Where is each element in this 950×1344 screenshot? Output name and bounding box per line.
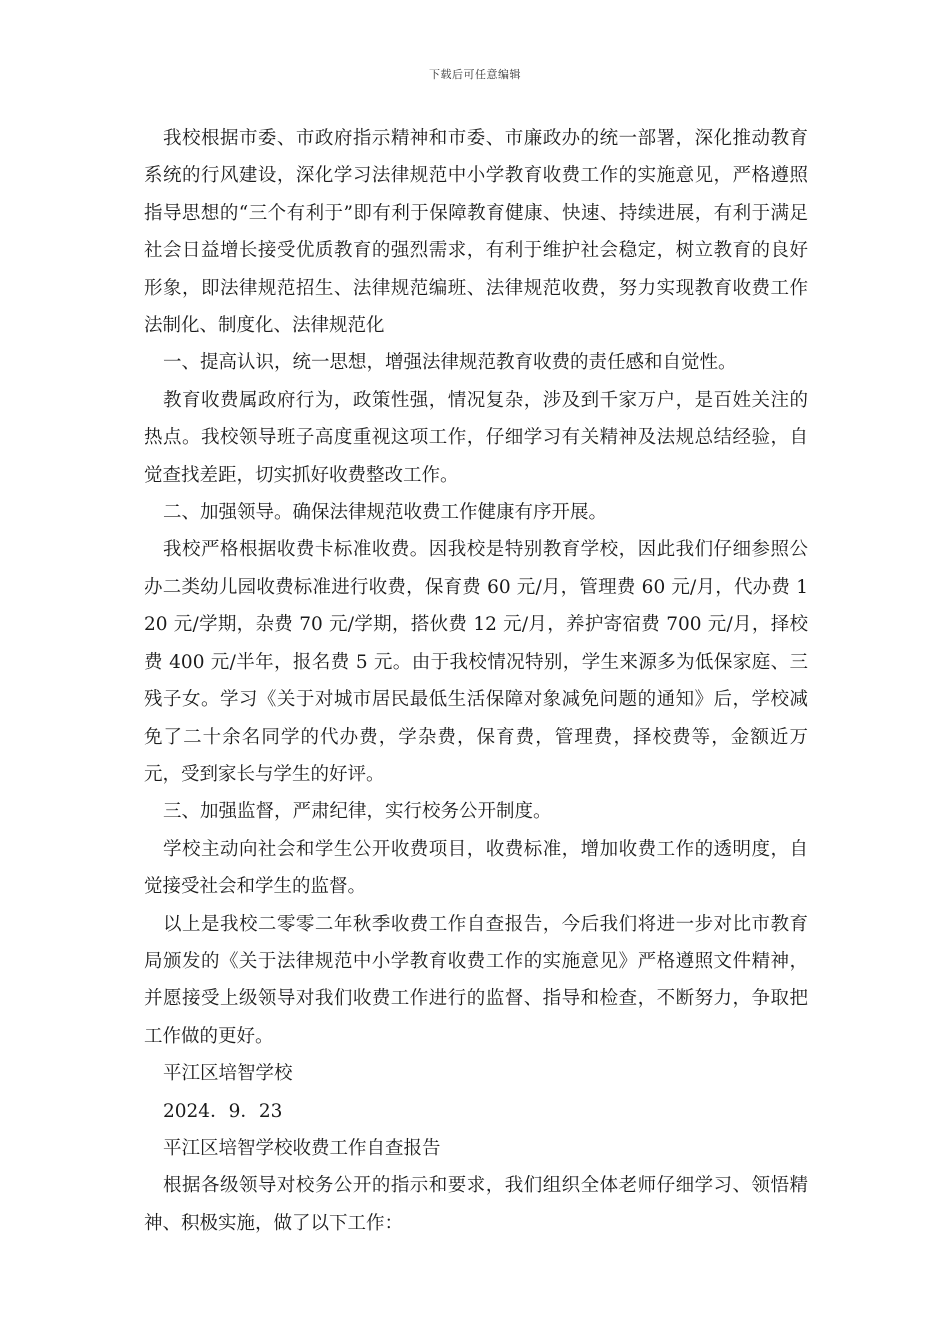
section-3-paragraph: 学校主动向社会和学生公开收费项目，收费标准，增加收费工作的透明度，自觉接受社会和学生的监督。 (144, 838, 808, 898)
second-report-title: 平江区培智学校收费工作自查报告 (163, 1137, 441, 1159)
section-heading-2: 二、加强领导。确保法律规范收费工作健康有序开展。 (163, 502, 608, 524)
intro-paragraph: 我校根据市委、市政府指示精神和市委、市廉政办的统一部署，深化推动教育系统的行风建设，深化学习法律规范中小学教育收费工作的实施意见，严格遵照指导思想的“三个有利于”即有利于保障教育健康、快速、持续进展，有利于满足社会日益增长接受优质教育的强烈需求，有利于维护社会稳定，树立教育的良好形象，即法律规范招生、法律规范编班、法律规范收费，努力实现教育收费工作法制化、制度化、法律规范化 (144, 128, 808, 337)
section-2-paragraph: 我校严格根据收费卡标准收费。因我校是特别教育学校，因此我们仔细参照公办二类幼儿园收费标准进行收费，保育费 60 元/月，管理费 60 元/月，代办费 120 元/学期，杂费 70 元/学期，搭伙费 12 元/月，养护寄宿费 700 元/月，择校费 400 元/半年，报名费 5 元。由于我校情况特别，学生来源多为低保家庭、三残子女。学习《关于对城市居民最低生活保障对象减免问题的通知》后，学校减免了二十余名同学的代办费，学杂费，保育费，管理费，择校费等，金额近万元，受到家长与学生的好评。 (144, 539, 808, 785)
signature-school: 平江区培智学校 (163, 1063, 293, 1085)
conclusion-paragraph: 以上是我校二零零二年秋季收费工作自查报告，今后我们将进一步对比市教育局颁发的《关于法律规范中小学教育收费工作的实施意见》严格遵照文件精神，并愿接受上级领导对我们收费工作进行的监督、指导和检查，不断努力，争取把工作做的更好。 (144, 913, 808, 1047)
section-heading-3: 三、加强监督，严肃纪律，实行校务公开制度。 (163, 801, 552, 823)
page-header-note: 下载后可任意编辑 (429, 68, 521, 81)
second-report-paragraph: 根据各级领导对校务公开的指示和要求，我们组织全体老师仔细学习、领悟精神、积极实施，做了以下工作： (144, 1175, 808, 1234)
section-1-paragraph: 教育收费属政府行为，政策性强，情况复杂，涉及到千家万户，是百姓关注的热点。我校领导班子高度重视这项工作，仔细学习有关精神及法规总结经验，自觉查找差距，切实抓好收费整改工作。 (144, 389, 808, 486)
section-heading-1: 一、提高认识，统一思想，增强法律规范教育收费的责任感和自觉性。 (163, 352, 737, 374)
signature-date: 2024．9．23 (163, 1100, 283, 1122)
document-body (144, 120, 808, 1242)
